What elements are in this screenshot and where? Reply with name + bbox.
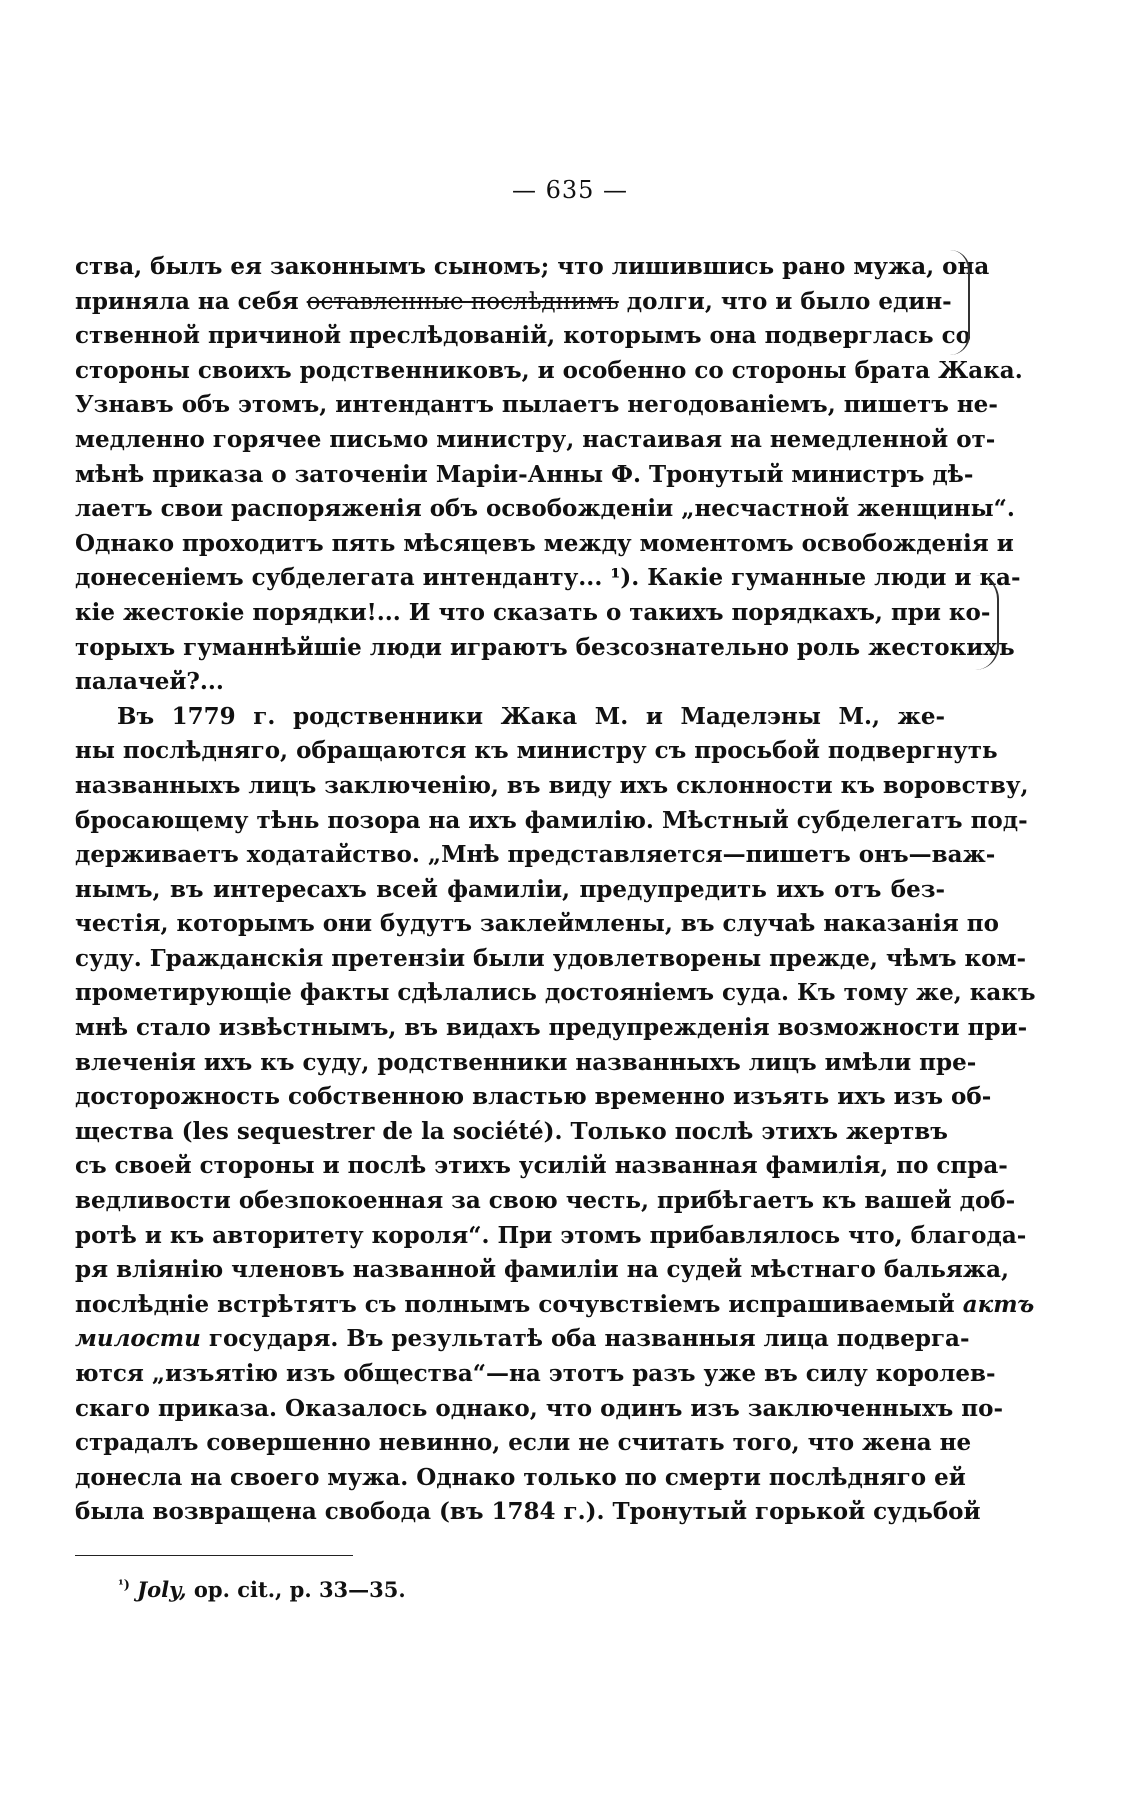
text-line bbox=[75, 1322, 970, 1357]
struck-text: оставленные послѣднимъ bbox=[306, 288, 619, 315]
text-line: Однако проходитъ пять мѣсяцевъ между моментомъ освобожденія и bbox=[75, 529, 1014, 557]
text-line: бросающему тѣнь позора на ихъ фамилію. Мѣстный субделегатъ под- bbox=[75, 806, 1028, 834]
text-line: ются „изъятію изъ общества“—на этотъ разъ уже въ силу королев- bbox=[75, 1360, 996, 1387]
text-line: скаго приказа. Оказалось однако, что одинъ изъ заключенныхъ по- bbox=[75, 1394, 1004, 1422]
page-number: — 635 — bbox=[511, 176, 629, 204]
text-line: медленно горячее письмо министру, настаивая на немедленной от- bbox=[75, 425, 996, 453]
margin-bracket-mark bbox=[975, 575, 999, 670]
text-line: ря вліянію членовъ названной фамиліи на судей мѣстнаго бальяжа, bbox=[75, 1256, 1010, 1284]
text-line: нымъ, въ интересахъ всей фамиліи, предупредить ихъ отъ без- bbox=[75, 875, 945, 903]
footnote-author: Joly, bbox=[137, 1577, 187, 1602]
text-line bbox=[75, 285, 952, 320]
text-span: государя. Въ результатѣ оба названныя лица подверга- bbox=[208, 1325, 970, 1353]
text-line: донесеніемъ субделегата интенданту... ¹). Какіе гуманные люди и ка- bbox=[75, 564, 1021, 592]
text-line: ведливости обезпокоенная за свою честь, прибѣгаетъ къ вашей доб- bbox=[75, 1187, 1016, 1215]
text-line bbox=[75, 1288, 1035, 1323]
text-line: держиваетъ ходатайство. „Мнѣ представляется—пишетъ онъ—важ- bbox=[75, 841, 996, 869]
text-line: влеченія ихъ къ суду, родственники названныхъ лицъ имѣли пре- bbox=[75, 1048, 977, 1076]
italic-text: милости bbox=[75, 1325, 201, 1353]
text-span: приняла на себя bbox=[75, 287, 299, 315]
text-line: ства, былъ ея законнымъ сыномъ; что лишившись рано мужа, она bbox=[75, 253, 990, 280]
text-line: названныхъ лицъ заключенію, въ виду ихъ склонности къ воровству, bbox=[75, 771, 1029, 799]
margin-bracket-mark bbox=[950, 250, 970, 355]
text-line: лаетъ свои распоряженія объ освобожденіи „несчастной женщины“. bbox=[75, 495, 1015, 523]
text-line: щества (les sequestrer de la société). Только послѣ этихъ жертвъ bbox=[75, 1117, 948, 1145]
footnote-marker: ¹) bbox=[118, 1578, 130, 1593]
footnote bbox=[118, 1577, 406, 1602]
text-line: прометирующіе факты сдѣлались достояніемъ суда. Къ тому же, какъ bbox=[75, 979, 1036, 1007]
text-line: страдалъ совершенно невинно, если не считать того, что жена не bbox=[75, 1429, 972, 1457]
text-line: торыхъ гуманнѣйшіе люди играютъ безсознательно роль жестокихъ bbox=[75, 633, 1015, 661]
main-text bbox=[75, 250, 1036, 1530]
text-line: ственной причиной преслѣдованій, которымъ она подверглась со bbox=[75, 322, 971, 350]
text-line: мѣнѣ приказа о заточеніи Маріи-Анны Ф. Тронутый министръ дѣ- bbox=[75, 460, 974, 488]
text-line: стороны своихъ родственниковъ, и особенно со стороны брата Жака. bbox=[75, 356, 1023, 384]
text-line: была возвращена свобода (въ 1784 г.). Тронутый горькой судьбой bbox=[75, 1498, 981, 1526]
paragraph-start-line: Въ 1779 г. родственники Жака М. и Маделэны М., же- bbox=[117, 702, 945, 730]
text-line: палачей?... bbox=[75, 668, 224, 696]
text-line: мнѣ стало извѣстнымъ, въ видахъ предупрежденія возможности при- bbox=[75, 1014, 1028, 1042]
text-line: ротѣ и къ авторитету короля“. При этомъ прибавлялось что, благода- bbox=[75, 1221, 1027, 1249]
text-line: Узнавъ объ этомъ, интендантъ пылаетъ негодованіемъ, пишетъ не- bbox=[75, 391, 998, 419]
text-line: ны послѣдняго, обращаются къ министру съ просьбой подвергнуть bbox=[75, 737, 998, 765]
text-line: досторожность собственною властью временно изъять ихъ изъ об- bbox=[75, 1083, 992, 1111]
text-line: кіе жестокіе порядки!... И что сказать о такихъ порядкахъ, при ко- bbox=[75, 598, 991, 626]
text-span: долги, что и было един- bbox=[626, 287, 952, 315]
italic-text: актъ bbox=[962, 1290, 1035, 1318]
text-line: съ своей стороны и послѣ этихъ усилій названная фамилія, по спра- bbox=[75, 1152, 1008, 1180]
text-span: послѣдніе встрѣтятъ съ полнымъ сочувствіемъ испрашиваемый bbox=[75, 1290, 955, 1318]
footnote-divider bbox=[75, 1555, 353, 1556]
text-line: донесла на своего мужа. Однако только по смерти послѣдняго ей bbox=[75, 1463, 966, 1491]
footnote-citation: op. cit., p. 33—35. bbox=[193, 1577, 406, 1602]
text-line: честія, которымъ они будутъ заклеймлены, въ случаѣ наказанія по bbox=[75, 910, 999, 938]
text-line: суду. Гражданскія претензіи были удовлетворены прежде, чѣмъ ком- bbox=[75, 944, 1027, 972]
